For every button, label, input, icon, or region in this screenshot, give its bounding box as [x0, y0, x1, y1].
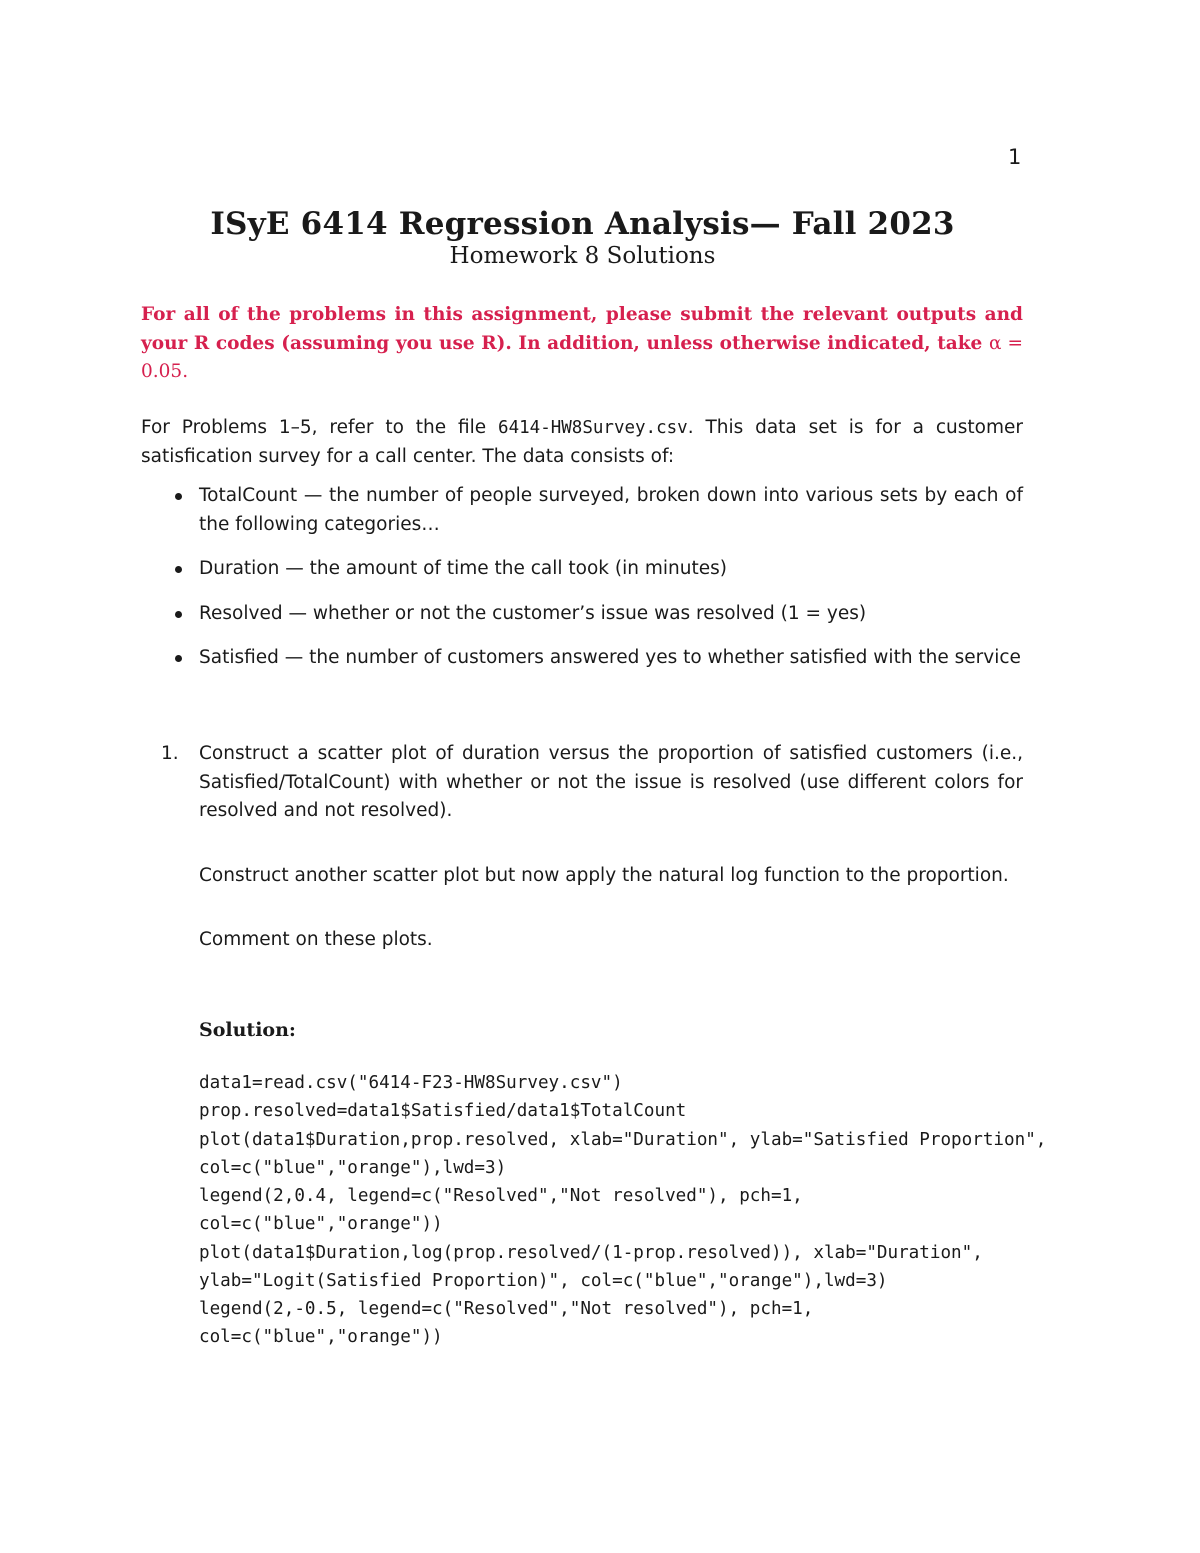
- bullet-icon: [175, 655, 182, 662]
- solution-label: Solution:: [199, 1019, 296, 1041]
- data-file-name: 6414-HW8Survey.csv: [498, 418, 688, 438]
- code-line: plot(data1$Duration,prop.resolved, xlab="Duration", ylab="Satisfied Proportion",: [199, 1129, 1047, 1150]
- variable-description: Duration — the amount of time the call took (in minutes): [199, 558, 727, 579]
- alpha-value: α = 0.05: [141, 332, 1023, 382]
- variable-description: TotalCount — the number of people surveyed, broken down into various sets by each of the following categories…: [199, 485, 1023, 535]
- code-line: plot(data1$Duration,log(prop.resolved/(1-prop.resolved)), xlab="Duration",: [199, 1242, 983, 1263]
- code-line: col=c("blue","orange")): [199, 1214, 443, 1235]
- intro-text-after: . This data set is for a customer satisfication survey for a call center. The data consists of:: [141, 417, 1023, 467]
- r-code-block: [199, 1069, 1046, 1352]
- intro-text-before: For Problems 1–5, refer to the file: [141, 417, 499, 438]
- document-title: ISyE 6414 Regression Analysis— Fall 2023: [210, 206, 955, 242]
- page-number: 1: [1008, 145, 1022, 169]
- variable-description: Resolved — whether or not the customer’s issue was resolved (1 = yes): [199, 602, 867, 624]
- code-line: prop.resolved=data1$Satisfied/data1$TotalCount: [199, 1101, 687, 1122]
- code-line: legend(2,0.4, legend=c("Resolved","Not resolved"), pch=1,: [199, 1186, 803, 1206]
- list-item: [141, 482, 1023, 539]
- instructions-paragraph: [141, 301, 1023, 387]
- problem-body: [199, 740, 1023, 955]
- problem-paragraph: Construct a scatter plot of duration versus the proportion of satisfied customers (i.e., Satisfied/TotalCount) with whether or not the issue is resolved (use different colors for resolved and not resolved).: [199, 743, 1023, 821]
- code-line: data1=read.csv("6414-F23-HW8Survey.csv"): [199, 1073, 623, 1093]
- problem-paragraph: Comment on these plots.: [199, 929, 433, 950]
- code-line: ylab="Logit(Satisfied Proportion)", col=c("blue","orange"),lwd=3): [199, 1270, 888, 1291]
- bullet-icon: [175, 611, 182, 618]
- problem-paragraph: Construct another scatter plot but now apply the natural log function to the proportion.: [199, 864, 1009, 886]
- document-subtitle: Homework 8 Solutions: [449, 243, 716, 269]
- problem-1: [141, 740, 1023, 991]
- variable-list: [141, 482, 1023, 689]
- list-item: [141, 555, 1023, 584]
- bullet-icon: [175, 493, 182, 500]
- instructions-text: For all of the problems in this assignment, please submit the relevant outputs and your R codes (assuming you use R). In addition, unless otherwise indicated, take: [141, 304, 1023, 354]
- code-line: col=c("blue","orange")): [199, 1327, 443, 1348]
- code-line: col=c("blue","orange"),lwd=3): [199, 1157, 507, 1178]
- instructions-end: .: [182, 361, 189, 382]
- problem-number: 1.: [161, 743, 179, 764]
- intro-paragraph: [141, 414, 1023, 471]
- list-item: [141, 644, 1023, 673]
- code-line: legend(2,-0.5, legend=c("Resolved","Not resolved"), pch=1,: [199, 1299, 814, 1319]
- list-item: [141, 600, 1023, 629]
- bullet-icon: [175, 566, 182, 573]
- variable-description: Satisfied — the number of customers answered yes to whether satisfied with the service: [199, 647, 1021, 668]
